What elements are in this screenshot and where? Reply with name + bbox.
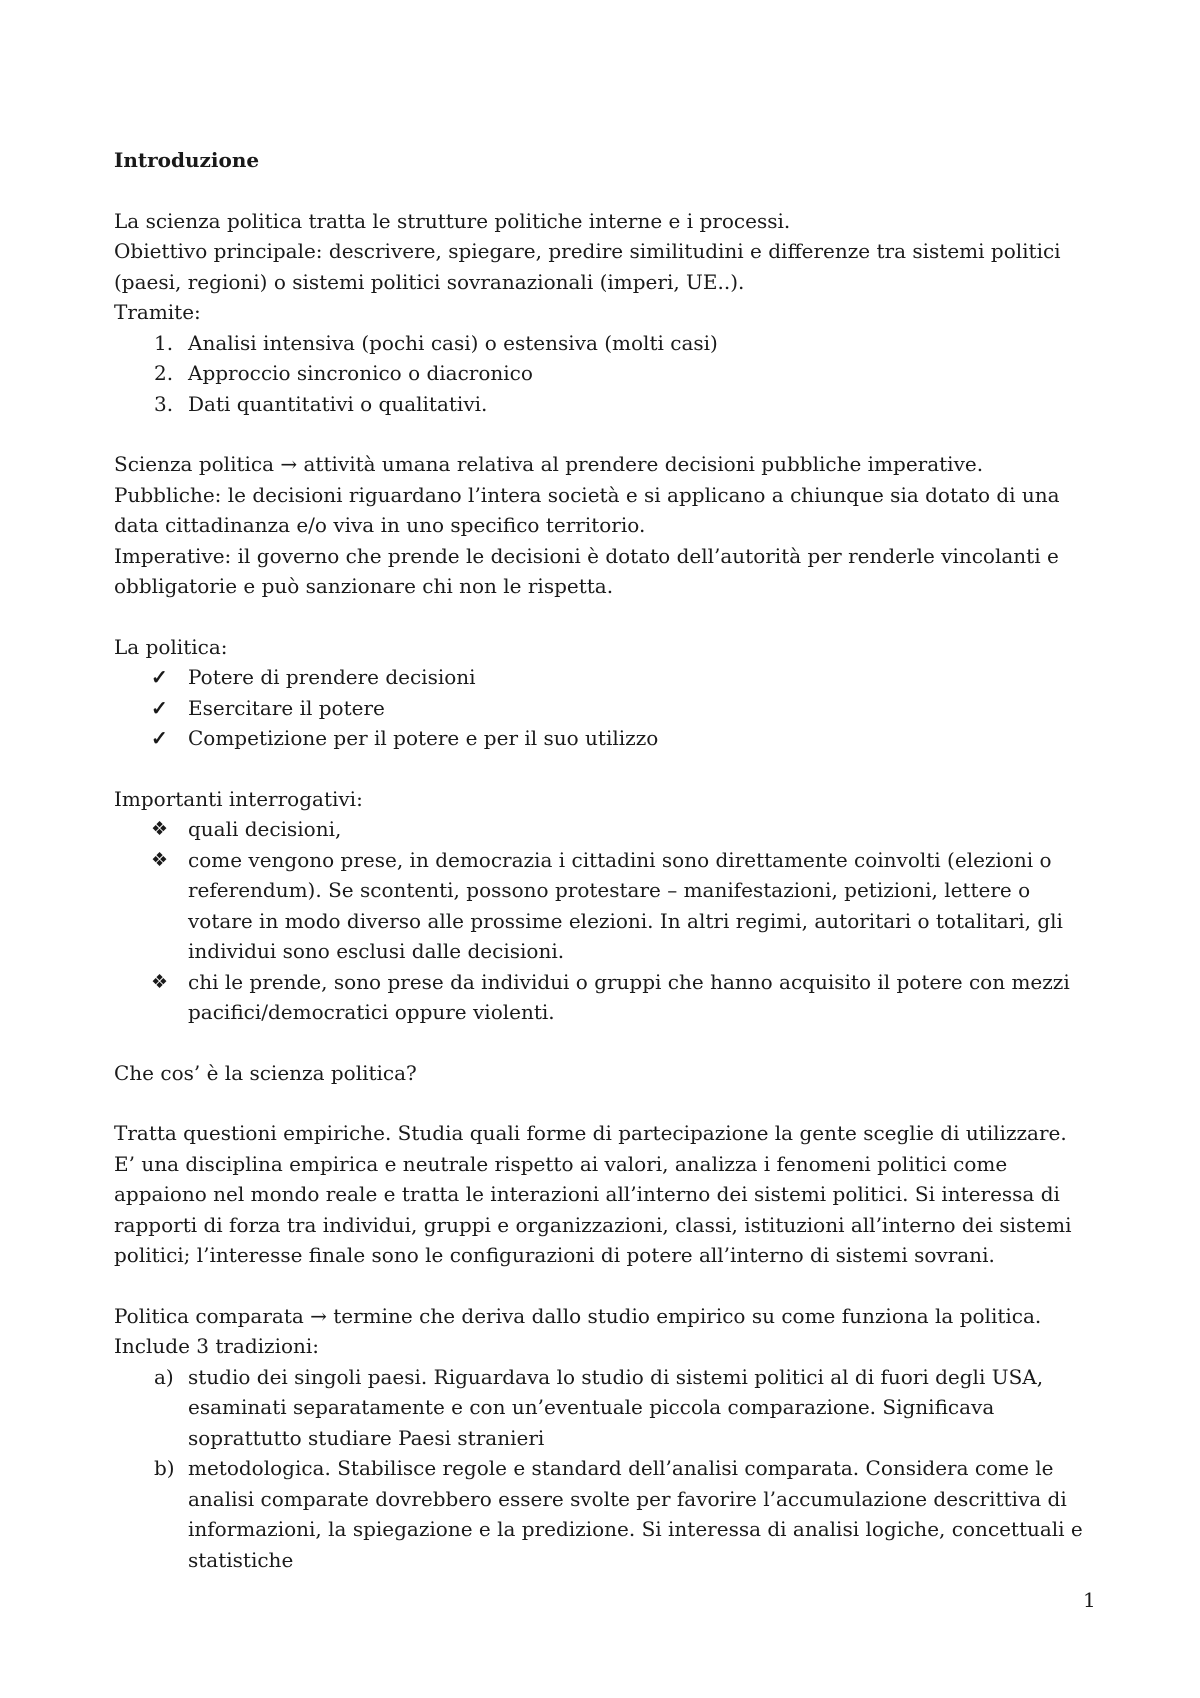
list-number: 2. [154,361,174,385]
list-item-text: quali decisioni, [188,817,342,841]
questions-label: Importanti interrogativi: [114,786,363,811]
list-item [114,693,1094,724]
numbered-list [114,328,1094,420]
list-item [114,358,1094,389]
what-is-question: Che cos’ è la scienza politica? [114,1060,417,1085]
definition-paragraph-3: Imperative: il governo che prende le decisioni è dotato dell’autorità per renderle vincolanti e obbligatorie e può sanzionare chi non le rispetta. [114,543,1059,598]
lettered-list [114,1362,1094,1576]
list-item-text: Approccio sincronico o diacronico [188,361,533,385]
diamond-list [114,814,1094,1028]
section-heading: Introduzione [114,148,260,172]
definition-paragraph-2: Pubbliche: le decisioni riguardano l’intera società e si applicano a chiunque sia dotato di una data cittadinanza e/o viva in uno specifico territorio. [114,482,1060,537]
list-item-text: Dati quantitativi o qualitativi. [188,391,488,416]
definition-paragraph-1: Scienza politica → attività umana relativa al prendere decisioni pubbliche imperative. [114,452,984,476]
list-item [114,723,1094,754]
list-item-text: Analisi intensiva (pochi casi) o estensiva (molti casi) [188,330,718,355]
what-is-answer: Tratta questioni empiriche. Studia quali forme di partecipazione la gente sceglie di utilizzare. E’ una disciplina empirica e neutrale rispetto ai valori, analizza i fenomeni politici come appaiono nel mondo reale e tratta le interazioni all’interno dei sistemi politici. Si interessa di rapporti di forza tra individui, gruppi e organizzazioni, classi, istituzioni all’interno dei sistemi politici; l’interesse finale sono le configurazioni di potere all’interno di sistemi sovrani. [114,1121,1072,1267]
list-number: 3. [154,391,174,416]
list-item [114,1453,1094,1575]
diamond-bullet-icon: ❖ [151,818,169,840]
list-item-text: chi le prende, sono prese da individui o gruppi che hanno acquisito il potere con mezzi pacifici/democratici oppure violenti. [188,969,1070,1024]
list-item [114,967,1094,1028]
list-number: 1. [154,330,174,355]
diamond-bullet-icon: ❖ [151,970,169,993]
page-number: 1 [1083,1588,1096,1612]
list-item [114,328,1094,359]
list-letter: b) [154,1456,175,1480]
list-item-text: Competizione per il potere e per il suo utilizzo [188,726,659,750]
politics-label: La politica: [114,634,228,659]
checkmark-icon: ✓ [151,665,168,689]
check-list [114,662,1094,754]
list-item-text: Potere di prendere decisioni [188,665,476,689]
intro-paragraph-1: La scienza politica tratta le strutture politiche interne e i processi. [114,208,791,233]
list-letter: a) [154,1364,174,1389]
list-item-text: come vengono prese, in democrazia i cittadini sono direttamente coinvolti (elezioni o referendum). Se scontenti, possono protestare – manifestazioni, petizioni, lettere o votare in modo diverso alle prossime elezioni. In altri regimi, autoritari o totalitari, gli individui sono esclusi dalle decisioni. [188,847,1063,963]
checkmark-icon: ✓ [151,726,168,750]
intro-paragraph-2: Obiettivo principale: descrivere, spiegare, predire similitudini e differenze tra sistemi politici (paesi, regioni) o sistemi politici sovranazionali (imperi, UE..). [114,239,1061,294]
page-content [114,145,1094,1575]
list-item-text: Esercitare il potere [188,695,385,720]
list-item [114,814,1094,845]
comparative-paragraph-2: Include 3 tradizioni: [114,1334,320,1358]
intro-paragraph-3: Tramite: [114,300,201,324]
list-item [114,662,1094,693]
list-item-text: studio dei singoli paesi. Riguardava lo studio di sistemi politici al di fuori degli USA, esaminati separatamente e con un’eventuale piccola comparazione. Significava soprattutto studiare Paesi stranieri [188,1364,1044,1450]
list-item [114,1362,1094,1454]
list-item [114,845,1094,967]
list-item-text: metodologica. Stabilisce regole e standard dell’analisi comparata. Considera come le analisi comparate dovrebbero essere svolte per favorire l’accumulazione descrittiva di informazioni, la spiegazione e la predizione. Si interessa di analisi logiche, concettuali e statistiche [188,1456,1083,1572]
diamond-bullet-icon: ❖ [151,848,169,871]
list-item [114,389,1094,420]
checkmark-icon: ✓ [151,695,168,720]
comparative-paragraph-1: Politica comparata → termine che deriva dallo studio empirico su come funziona la politica. [114,1303,1042,1328]
